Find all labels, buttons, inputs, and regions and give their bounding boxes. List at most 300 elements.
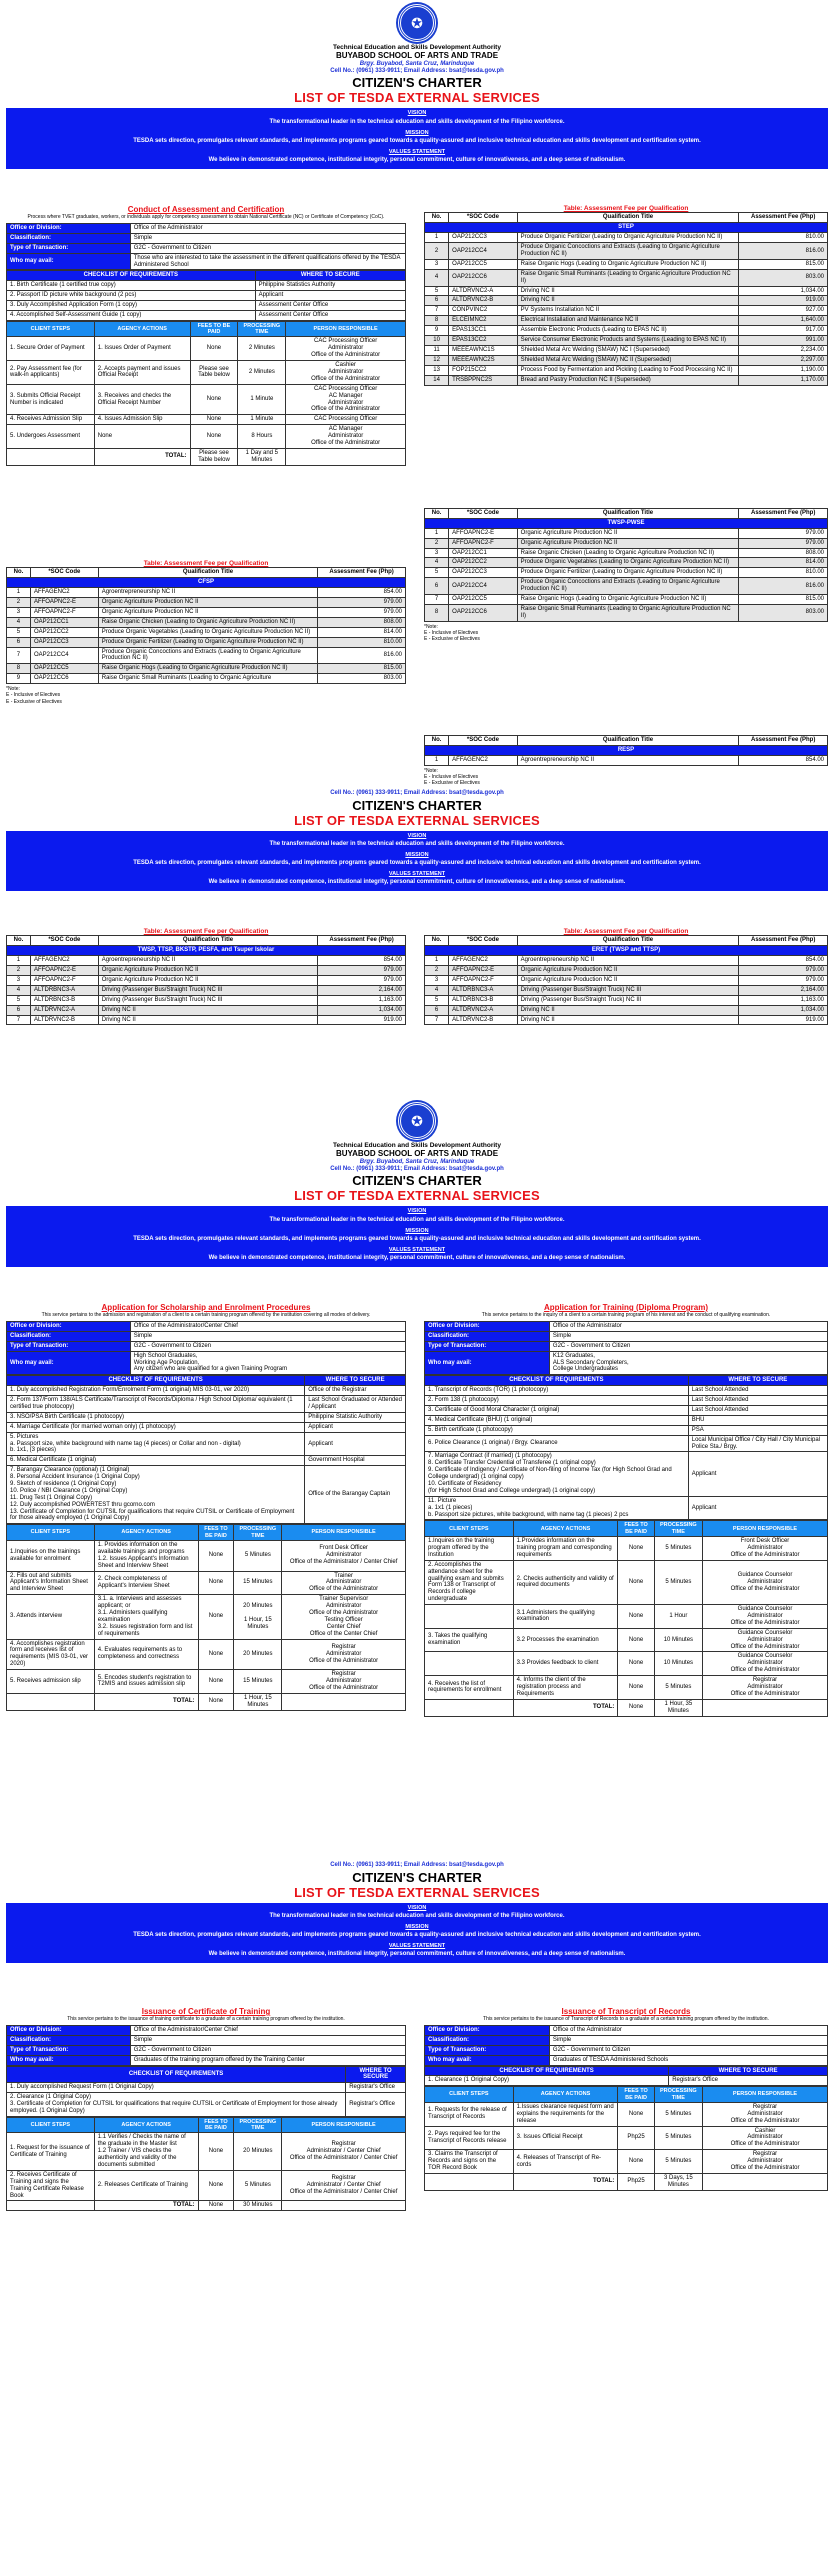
assessment-fee: 1,640.00 bbox=[739, 316, 828, 326]
row-number: 14 bbox=[425, 375, 449, 385]
column-header: No. bbox=[425, 736, 449, 746]
text-label: CHECKLIST OF REQUIREMENTS bbox=[7, 1376, 305, 1386]
requirement-row bbox=[7, 1412, 406, 1422]
vision-text: The transformational leader in the technical education and skills development of the Filipino workforce. bbox=[269, 118, 565, 125]
assessment-fee-table bbox=[424, 735, 828, 766]
values-text: We believe in demonstrated competence, institutional integrity, personal commitment, culture of innovativeness, and a deep sense of nationalism. bbox=[208, 157, 626, 164]
row-number: 11 bbox=[425, 345, 449, 355]
text-label: TOTAL: bbox=[94, 2201, 198, 2211]
fee-row bbox=[425, 316, 828, 326]
qualification-title: Agroentrepreneurship NC II bbox=[517, 755, 739, 765]
requirement-source: Office of the Registrar bbox=[305, 1386, 406, 1396]
soc-code: OAP212CC5 bbox=[30, 664, 98, 674]
text-label: 1 Hour, 35 Minutes bbox=[654, 1699, 702, 1716]
qualification-title: Agroentrepreneurship NC II bbox=[98, 588, 317, 598]
fee-row bbox=[425, 296, 828, 306]
qualification-title: Raise Organic Chicken (Leading to Organic Agriculture Production NC II) bbox=[98, 617, 317, 627]
agency-action: 2. Releases Certificate of Training bbox=[94, 2170, 198, 2201]
processing-time: 1 Minute bbox=[238, 415, 286, 425]
text-label: FEES TO BE PAID bbox=[618, 1521, 654, 1537]
fee-row bbox=[7, 627, 406, 637]
row-number: 3 bbox=[7, 976, 31, 986]
person-responsible: CAC Processing Officer bbox=[286, 415, 406, 425]
tesda-seal-icon: ✪ bbox=[398, 4, 436, 42]
fee-row bbox=[425, 1005, 828, 1015]
assessment-fee: 979.00 bbox=[739, 538, 828, 548]
text-label: 1 Day and 5 Minutes bbox=[238, 448, 286, 465]
text-label: TESDA sets direction, promulgates relevant standards, and implements programs geared towards a quality-assured and inclusive technical education and skills development and certification system. bbox=[133, 860, 701, 867]
text-label: Table: Assessment Fee per Qualification bbox=[563, 928, 689, 935]
row-number: 6 bbox=[425, 296, 449, 306]
fee: None bbox=[190, 425, 238, 449]
assessment-fee: 816.00 bbox=[739, 578, 828, 595]
text-label: Classification: bbox=[425, 1331, 550, 1341]
text-label: Cell No.: (0961) 333-9911; Email Address: bsat@tesda.gov.ph bbox=[330, 1165, 504, 1172]
requirement-source: Assessment Center Office bbox=[255, 310, 405, 320]
soc-code: ALTDRVNC2-B bbox=[449, 296, 518, 306]
text-label: AGENCY ACTIONS bbox=[94, 1525, 198, 1541]
assessment-fee: 810.00 bbox=[318, 637, 406, 647]
text-label: PERSON RESPONSIBLE bbox=[703, 2087, 828, 2103]
text-label: FEES TO BE PAID bbox=[198, 2117, 234, 2133]
soc-code: OAP212CC6 bbox=[30, 674, 98, 684]
text-label: TOTAL: bbox=[94, 448, 190, 465]
text-label: VISION bbox=[407, 832, 427, 839]
row-number: 3 bbox=[425, 548, 449, 558]
client-step: 1. Secure Order of Payment bbox=[7, 337, 95, 361]
qualification-title: Driving (Passenger Bus/Straight Truck) NC III bbox=[517, 985, 739, 995]
processing-time: 10 Minutes bbox=[654, 1628, 702, 1652]
assessment-fee: 803.00 bbox=[739, 604, 828, 621]
diploma-service bbox=[424, 1303, 828, 1717]
qualification-title: Raise Organic Hogs (Leading to Organic Agriculture Production NC II) bbox=[517, 259, 739, 269]
requirement-row bbox=[7, 291, 406, 301]
client-step-row bbox=[425, 1605, 828, 1629]
soc-code: OAP212CC4 bbox=[449, 578, 518, 595]
soc-code: ELCEIMNC2 bbox=[449, 316, 518, 326]
soc-code: TRSBPPNC2S bbox=[449, 375, 518, 385]
requirement-item: 6. Medical Certificate (1 original) bbox=[7, 1456, 305, 1466]
client-step-row bbox=[7, 415, 406, 425]
fee-row bbox=[7, 966, 406, 976]
qualification-title: Organic Agriculture Production NC II bbox=[98, 976, 317, 986]
text-label: *Note: bbox=[424, 623, 438, 630]
row-number: 4 bbox=[7, 617, 31, 627]
row-number: 6 bbox=[425, 1005, 449, 1015]
text-label: We believe in demonstrated competence, institutional integrity, personal commitment, culture of innovativeness, and a deep sense of nationalism. bbox=[208, 1951, 626, 1958]
fee-row bbox=[425, 995, 828, 1005]
column-header: No. bbox=[425, 213, 449, 223]
text-label: G2C - Government to Citizen bbox=[549, 1341, 827, 1351]
fee-header-row bbox=[425, 936, 828, 946]
fee-row bbox=[7, 637, 406, 647]
requirement-row bbox=[7, 2093, 406, 2117]
text-label: Office or Division: bbox=[7, 2025, 131, 2035]
fee-row bbox=[7, 1015, 406, 1025]
fee-row bbox=[7, 976, 406, 986]
assessment-fee: 816.00 bbox=[739, 243, 828, 260]
fee-row bbox=[425, 956, 828, 966]
client-steps-table: CLIENT STEPS AGENCY ACTIONS FEES TO BE PAID PROCESSING TIME PERSON RESPONSIBLE 1.Inquiries on the trainings available for enrolment 1. Provides information on the available trainings and programs 1.2. Issues Applicant's Information Sheet and Interview Sheet None 5 Minutes Front Desk Officer Administrator Office of the Administrator / Center Chief 2. Fills out and submits Applicant's Information Sheet and Interview Sheet 2. Check completeness of Applicant's Interview Sheet None 15 Minutes Trainer Administrator Office of the Administrator 3. Attends interview 3.1. a. Interviews and assesses applicant; or 3.1. Administers qualifying examination 3.2. Issues registration form and list of requirements None 20 Minutes 1 Hour, 15 Minutes Trainer Supervisor Administrator Office of the Administrator Testing Officer Center Chief Office of the Center Chief 4. Accomplishes registration form and receives list of requirements (MIS 03-01, ver 2020) 4. Evaluates requirements as to completeness and correctness None 20 Minutes Registrar Administrator Office of the Administrator 5. Receives admission slip 5. Encodes student's registration to T2MIS and issues admission slip None 15 Minutes Registrar Administrator Office of the Administrator TOTAL: None 1 Hour, 15 Minutes bbox=[6, 1524, 406, 1710]
text-label: E - Exclusive of Electives bbox=[424, 780, 480, 787]
column-header: Qualification Title bbox=[517, 509, 739, 519]
program-name: TWSP, TTSP, BKSTP, PESFA, and Tsuper Iskolar bbox=[7, 946, 406, 956]
soc-code: OAP212CC6 bbox=[449, 269, 518, 286]
text-label: CLIENT STEPS bbox=[425, 1521, 514, 1537]
assessment-fee: 815.00 bbox=[739, 595, 828, 605]
soc-code: AFFOAPNC2-F bbox=[30, 976, 98, 986]
client-step: 2. Pay Assessment fee (for walk-in applicants) bbox=[7, 361, 95, 385]
column-header: Qualification Title bbox=[517, 736, 739, 746]
agency-action: 1.Provides information on the training program and corresponding requirements bbox=[513, 1537, 618, 1561]
text-label: Simple bbox=[130, 1331, 405, 1341]
text-label: Please see Table below bbox=[190, 448, 238, 465]
processing-time: 5 Minutes bbox=[654, 1537, 702, 1561]
text-label: Simple bbox=[130, 233, 405, 243]
processing-time: 5 Minutes bbox=[654, 1560, 702, 1604]
agency-action: 3.2 Processes the examination bbox=[513, 1628, 618, 1652]
agency-action: 1.Issues clearance request form and explains the requirements for the release bbox=[513, 2102, 618, 2126]
program-name: RESP bbox=[425, 745, 828, 755]
client-step-row bbox=[7, 1540, 406, 1571]
row-number: 4 bbox=[7, 985, 31, 995]
requirement-source: Philippine Statistic Authority bbox=[305, 1412, 406, 1422]
person-responsible: AC Manager Administrator Office of the Administrator bbox=[286, 425, 406, 449]
qualification-title: Organic Agriculture Production NC II bbox=[98, 608, 317, 618]
requirement-item: 4. Marriage Certificate (for married woman only) (1 photocopy) bbox=[7, 1422, 305, 1432]
requirements-table bbox=[6, 1375, 406, 1524]
processing-time: 20 Minutes 1 Hour, 15 Minutes bbox=[234, 1595, 282, 1639]
requirement-source: Registrar's Office bbox=[669, 2076, 828, 2086]
client-step-row bbox=[7, 1571, 406, 1595]
text-label: Simple bbox=[130, 2035, 405, 2045]
assessment-fee: 979.00 bbox=[739, 966, 828, 976]
client-step-row bbox=[7, 384, 406, 415]
column-header: Assessment Fee (Php) bbox=[318, 936, 406, 946]
text-label: Office of the Administrator/Center Chief bbox=[130, 1321, 405, 1331]
client-step-row bbox=[7, 1670, 406, 1694]
soc-code: AFFOAPNC2-E bbox=[30, 966, 98, 976]
text-label: PROCESSING TIME bbox=[654, 1521, 702, 1537]
school-name: BUYABOD SCHOOL OF ARTS AND TRADE bbox=[335, 51, 499, 61]
requirement-row bbox=[425, 1415, 828, 1425]
qualification-title: Produce Organic Concoctions and Extracts (Leading to Organic Agriculture Production NC II) bbox=[517, 578, 739, 595]
client-step: 2. Fills out and submits Applicant's Information Sheet and Interview Sheet bbox=[7, 1571, 95, 1595]
qualification-title: PV Systems Installation NC II bbox=[517, 306, 739, 316]
soc-code: ALTDRBNC3-A bbox=[449, 985, 518, 995]
column-header: Assessment Fee (Php) bbox=[739, 736, 828, 746]
soc-code: ALTDRVNC2-B bbox=[30, 1015, 98, 1025]
text-label: Those who are interested to take the assessment in the different qualifications offered by the TESDA Administered School bbox=[130, 253, 405, 270]
service-info-table bbox=[6, 223, 406, 270]
client-step-row bbox=[425, 1676, 828, 1700]
row-number: 5 bbox=[425, 995, 449, 1005]
fee-table-eret bbox=[424, 928, 828, 1025]
text-label: VALUES STATEMENT bbox=[388, 1943, 446, 1950]
program-band bbox=[425, 223, 828, 233]
text-label: CITIZEN'S CHARTER bbox=[352, 1869, 482, 1885]
assessment-fee: 917.00 bbox=[739, 326, 828, 336]
school-address: Brgy. Buyabod, Santa Cruz, Marinduque bbox=[359, 60, 475, 67]
qualification-title: Produce Organic Vegetables (Leading to Organic Agriculture Production NC II) bbox=[98, 627, 317, 637]
person-responsible: CAC Processing Officer Administrator Office of the Administrator bbox=[286, 337, 406, 361]
text-label: Table: Assessment Fee per Qualification bbox=[563, 205, 689, 212]
fee: None bbox=[618, 1605, 654, 1629]
requirement-item: 4. Medical Certificate (BHU) (1 original) bbox=[425, 1415, 689, 1425]
assessment-fee: 979.00 bbox=[318, 598, 406, 608]
text-label: G2C - Government to Citizen bbox=[130, 243, 405, 253]
text-label: WHERE TO SECURE bbox=[688, 1376, 827, 1386]
requirement-item: 3. Duly Accomplished Application Form (1 copy) bbox=[7, 301, 256, 311]
text-label: This service pertains to the admission and registration of a client to a certain training program offered by the institution covering all modes of delivery. bbox=[41, 1312, 371, 1319]
row-number: 4 bbox=[425, 558, 449, 568]
text-label: AGENCY ACTIONS bbox=[513, 1521, 618, 1537]
column-header: *SOC Code bbox=[449, 736, 518, 746]
text-label: PERSON RESPONSIBLE bbox=[286, 321, 406, 337]
row-number: 7 bbox=[425, 595, 449, 605]
fee: None bbox=[198, 2170, 234, 2201]
person-responsible: Registrar Administrator Office of the Administrator bbox=[703, 1676, 828, 1700]
qualification-title: Driving NC II bbox=[517, 1005, 739, 1015]
fee-row bbox=[425, 548, 828, 558]
requirements-table bbox=[6, 2066, 406, 2117]
text-label: Type of Transaction: bbox=[7, 1341, 131, 1351]
client-step: 2. Accomplishes the attendance sheet for the qualifying exam and submits Form 138 or Transcript of Records if college undergraduate bbox=[425, 1560, 514, 1604]
fee: Php25 bbox=[618, 2126, 654, 2150]
row-number: 7 bbox=[7, 647, 31, 664]
row-number: 5 bbox=[7, 627, 31, 637]
fee-header-row bbox=[7, 568, 406, 578]
client-step: 3. Takes the qualifying examination bbox=[425, 1628, 514, 1652]
assessment-fee-table bbox=[424, 508, 828, 622]
text-label: This service pertains to the inquiry of a client to a certain training program of his interest and the conduct of qualifying examination. bbox=[481, 1312, 771, 1319]
text-label: CHECKLIST OF REQUIREMENTS bbox=[7, 271, 256, 281]
row-number: 4 bbox=[425, 985, 449, 995]
text-label: Who may avail: bbox=[425, 2055, 550, 2065]
assessment-fee: 815.00 bbox=[739, 259, 828, 269]
requirement-item: 2. Form 138 (1 photocopy) bbox=[425, 1396, 689, 1406]
soc-code: AFFAGENC2 bbox=[30, 956, 98, 966]
client-step: 1.Inquires on the training program offered by the Institution bbox=[425, 1537, 514, 1561]
processing-time: 5 Minutes bbox=[654, 2102, 702, 2126]
requirement-item: 4. Accomplished Self-Assessment Guide (1 copy) bbox=[7, 310, 256, 320]
fee-row bbox=[425, 976, 828, 986]
fee-header-row bbox=[425, 736, 828, 746]
qualification-title: Produce Organic Fertilizer (Leading to Organic Agriculture Production NC II) bbox=[517, 233, 739, 243]
soc-code: ALTDRBNC3-B bbox=[30, 995, 98, 1005]
soc-code: OAP212CC4 bbox=[449, 243, 518, 260]
tesda-seal-icon: ✪ bbox=[398, 1102, 436, 1140]
program-name: CFSP bbox=[7, 578, 406, 588]
fee: None bbox=[618, 1652, 654, 1676]
text-label: Office of the Administrator bbox=[549, 1321, 827, 1331]
text-label: The transformational leader in the technical education and skills development of the Filipino workforce. bbox=[269, 1913, 565, 1920]
requirement-source: Local Municipal Office / City Hall / City Municipal Police Sta./ Brgy. bbox=[688, 1435, 827, 1452]
soc-code: OAP212CC3 bbox=[30, 637, 98, 647]
row-number: 3 bbox=[425, 976, 449, 986]
assessment-fee: 1,163.00 bbox=[318, 995, 406, 1005]
client-step bbox=[425, 1652, 514, 1676]
processing-time: 5 Minutes bbox=[234, 2170, 282, 2201]
row-number: 6 bbox=[425, 578, 449, 595]
soc-code: AFFOAPNC2-F bbox=[449, 976, 518, 986]
fee: None bbox=[190, 415, 238, 425]
column-header: No. bbox=[7, 936, 31, 946]
text-label: The transformational leader in the technical education and skills development of the Filipino workforce. bbox=[269, 1216, 565, 1223]
client-steps-table: CLIENT STEPS AGENCY ACTIONS FEES TO BE PAID PROCESSING TIME PERSON RESPONSIBLE 1. Request for the issuance of Certificate of Training 1.1 Verifies / Checks the name of the graduate in the Master list 1.2 Trainer / VIS checks the authenticity and validity of the documents submitted None 20 Minutes Registrar Administrator / Center Chief Office of the Administrator / Center Chief 2. Receives Certificate of Training and signs the Training Certificate Release Book 2. Releases Certificate of Training None 5 Minutes Registrar Administrator / Center Chief Office of the Administrator / Center Chief TOTAL: None 30 Minutes bbox=[6, 2117, 406, 2212]
client-step-row bbox=[7, 337, 406, 361]
row-number: 2 bbox=[7, 598, 31, 608]
fee-row bbox=[425, 595, 828, 605]
client-step-row bbox=[7, 2133, 406, 2170]
text-label: K12 Graduates, ALS Secondary Completers, College Undergraduates bbox=[549, 1351, 827, 1375]
charter-section-2 bbox=[0, 790, 834, 1090]
fee: None bbox=[198, 1540, 234, 1571]
vision-heading: VISION bbox=[407, 110, 427, 117]
assessment-fee: 927.00 bbox=[739, 306, 828, 316]
agency-action: 3.1 Administers the qualifying examination bbox=[513, 1605, 618, 1629]
requirement-row bbox=[425, 1435, 828, 1452]
qualification-title: Service Consumer Electronic Products and Systems (Leading to EPAS NC II) bbox=[517, 336, 739, 346]
soc-code: EPAS13CC1 bbox=[449, 326, 518, 336]
processing-time: 20 Minutes bbox=[234, 1639, 282, 1670]
row-number: 7 bbox=[7, 1015, 31, 1025]
assessment-fee: 1,163.00 bbox=[739, 995, 828, 1005]
text-label: LIST OF TESDA EXTERNAL SERVICES bbox=[294, 812, 540, 828]
soc-code: MEEEAWNC2S bbox=[449, 355, 518, 365]
requirement-item: 1. Duly accomplished Request Form (1 Original Copy) bbox=[7, 2083, 346, 2093]
fee-row bbox=[425, 528, 828, 538]
vision-mission-banner bbox=[6, 1206, 828, 1267]
text-label: WHERE TO SECURE bbox=[305, 1376, 406, 1386]
text-label: TOTAL: bbox=[513, 1699, 618, 1716]
agency-action: 2. Check completeness of Applicant's Interview Sheet bbox=[94, 1571, 198, 1595]
client-step-row bbox=[7, 1595, 406, 1639]
requirement-item: 7. Marriage Contract (if married) (1 photocopy) 8. Certificate Transfer Credential of Transferee (1 original copy) 9. Certificate of Indigency / Certificate of Non-filing of Income Tax (for High School Grad and College undergrad) (1 original copy) 10. Certificate of Residency (for High School Grad and College undergrad) (1 original copy) bbox=[425, 1452, 689, 1496]
text-label: CITIZEN'S CHARTER bbox=[352, 797, 482, 813]
requirement-row bbox=[7, 301, 406, 311]
assessment-fee: 854.00 bbox=[739, 956, 828, 966]
client-step: 2. Receives Certificate of Training and signs the Training Certificate Release Book bbox=[7, 2170, 95, 2201]
text-label: G2C - Government to Citizen bbox=[130, 1341, 405, 1351]
person-responsible: Registrar Administrator / Center Chief Office of the Administrator / Center Chief bbox=[282, 2133, 406, 2170]
charter-title: CITIZEN'S CHARTER bbox=[352, 75, 482, 91]
qualification-title: Produce Organic Fertilizer (Leading to Organic Agriculture Production NC II) bbox=[98, 637, 317, 647]
text-label: VALUES STATEMENT bbox=[388, 871, 446, 878]
soc-code: OAP212CC5 bbox=[449, 595, 518, 605]
text-label: E - Exclusive of Electives bbox=[424, 636, 480, 643]
qualification-title: Organic Agriculture Production NC II bbox=[517, 976, 739, 986]
row-number: 13 bbox=[425, 365, 449, 375]
scholarship-service bbox=[6, 1303, 406, 1711]
client-step-row bbox=[425, 2102, 828, 2126]
row-number: 5 bbox=[425, 286, 449, 296]
assessment-fee: 979.00 bbox=[739, 528, 828, 538]
requirement-row bbox=[7, 310, 406, 320]
requirement-row bbox=[425, 1386, 828, 1396]
row-number: 9 bbox=[7, 674, 31, 684]
qualification-title: Organic Agriculture Production NC II bbox=[98, 598, 317, 608]
client-step: 4. Receives the list of requirements for enrollment bbox=[425, 1676, 514, 1700]
requirement-item: 11. Picture a. 1x1 (1 pieces) b. Passport size pictures, white background, with name tag (1 pieces) 2 pcs bbox=[425, 1496, 689, 1520]
mission-heading: MISSION bbox=[405, 129, 429, 136]
text-label: VISION bbox=[407, 1904, 427, 1911]
soc-code: OAP212CC4 bbox=[30, 647, 98, 664]
text-label: TESDA sets direction, promulgates relevant standards, and implements programs geared towards a quality-assured and inclusive technical education and skills development and certification system. bbox=[133, 1235, 701, 1242]
client-step: 1. Requests for the release of Transcript of Records bbox=[425, 2102, 514, 2126]
row-number: 6 bbox=[7, 637, 31, 647]
assessment-fee: 803.00 bbox=[739, 269, 828, 286]
agency-action: 2. Checks authenticity and validity of required documents bbox=[513, 1560, 618, 1604]
qualification-title: Driving (Passenger Bus/Straight Truck) NC III bbox=[517, 995, 739, 1005]
vision-mission-banner bbox=[6, 831, 828, 892]
processing-time: 15 Minutes bbox=[234, 1571, 282, 1595]
row-number: 2 bbox=[425, 243, 449, 260]
text-label: TOTAL: bbox=[513, 2173, 618, 2190]
values-heading: VALUES STATEMENT bbox=[388, 148, 446, 155]
requirement-item: 5. Pictures a. Passport size, white background with name tag (4 pieces) or Collar and non - digital) b. 1x1, (3 pieces) bbox=[7, 1432, 305, 1456]
row-number: 1 bbox=[425, 755, 449, 765]
text-label: E - Exclusive of Electives bbox=[6, 698, 62, 705]
qualification-title: Raise Organic Hogs (Leading to Organic Agriculture Production NC II) bbox=[517, 595, 739, 605]
row-number: 3 bbox=[7, 608, 31, 618]
processing-time: 5 Minutes bbox=[654, 2150, 702, 2174]
row-number: 1 bbox=[7, 588, 31, 598]
requirement-item: 5. Birth certificate (1 photocopy) bbox=[425, 1425, 689, 1435]
client-step-row bbox=[7, 361, 406, 385]
requirement-item: 1. Clearance (1 Original Copy) bbox=[425, 2076, 669, 2086]
text-label: Classification: bbox=[425, 2035, 550, 2045]
qualification-title: Agroentrepreneurship NC II bbox=[517, 956, 739, 966]
charter-section-4 bbox=[0, 1862, 834, 2560]
fee-row bbox=[425, 578, 828, 595]
text-label: Type of Transaction: bbox=[7, 243, 131, 253]
processing-time: 10 Minutes bbox=[654, 1652, 702, 1676]
qualification-title: Driving NC II bbox=[517, 1015, 739, 1025]
person-responsible: Trainer Supervisor Administrator Office of the Administrator Testing Officer Center Chief Office of the Center Chief bbox=[282, 1595, 406, 1639]
fee-row bbox=[425, 243, 828, 260]
text-label: AGENCY ACTIONS bbox=[94, 2117, 198, 2133]
text-label: Office or Division: bbox=[7, 1321, 131, 1331]
text-label: Type of Transaction: bbox=[7, 2045, 131, 2055]
fee-row bbox=[425, 355, 828, 365]
requirement-row bbox=[7, 281, 406, 291]
fee-row bbox=[425, 286, 828, 296]
requirement-row bbox=[7, 1432, 406, 1456]
fee: None bbox=[198, 1595, 234, 1639]
text-label: Simple bbox=[549, 2035, 827, 2045]
text-label: Classification: bbox=[7, 2035, 131, 2045]
requirement-row bbox=[425, 1396, 828, 1406]
processing-time: 2 Minutes bbox=[238, 337, 286, 361]
program-band bbox=[425, 745, 828, 755]
qualification-title: Shielded Metal Arc Welding (SMAW) NC I (Superseded) bbox=[517, 345, 739, 355]
text-label: Office of the Administrator bbox=[130, 223, 405, 233]
person-responsible: Trainer Administrator Office of the Administrator bbox=[282, 1571, 406, 1595]
soc-code: ALTDRVNC2-A bbox=[449, 1005, 518, 1015]
row-number: 8 bbox=[7, 664, 31, 674]
row-number: 2 bbox=[425, 966, 449, 976]
fee-row bbox=[425, 345, 828, 355]
column-header: *SOC Code bbox=[449, 936, 518, 946]
requirement-source: Last School Attended bbox=[688, 1405, 827, 1415]
agency-action: 4. Releases of Transcript of Re-cords bbox=[513, 2150, 618, 2174]
row-number: 6 bbox=[7, 1005, 31, 1015]
processing-time: 8 Hours bbox=[238, 425, 286, 449]
text-label: Who may avail: bbox=[7, 253, 131, 270]
text-label: Issuance of Transcript of Records bbox=[561, 2007, 691, 2016]
requirement-item: 2. Passport ID picture white background (2 pcs) bbox=[7, 291, 256, 301]
